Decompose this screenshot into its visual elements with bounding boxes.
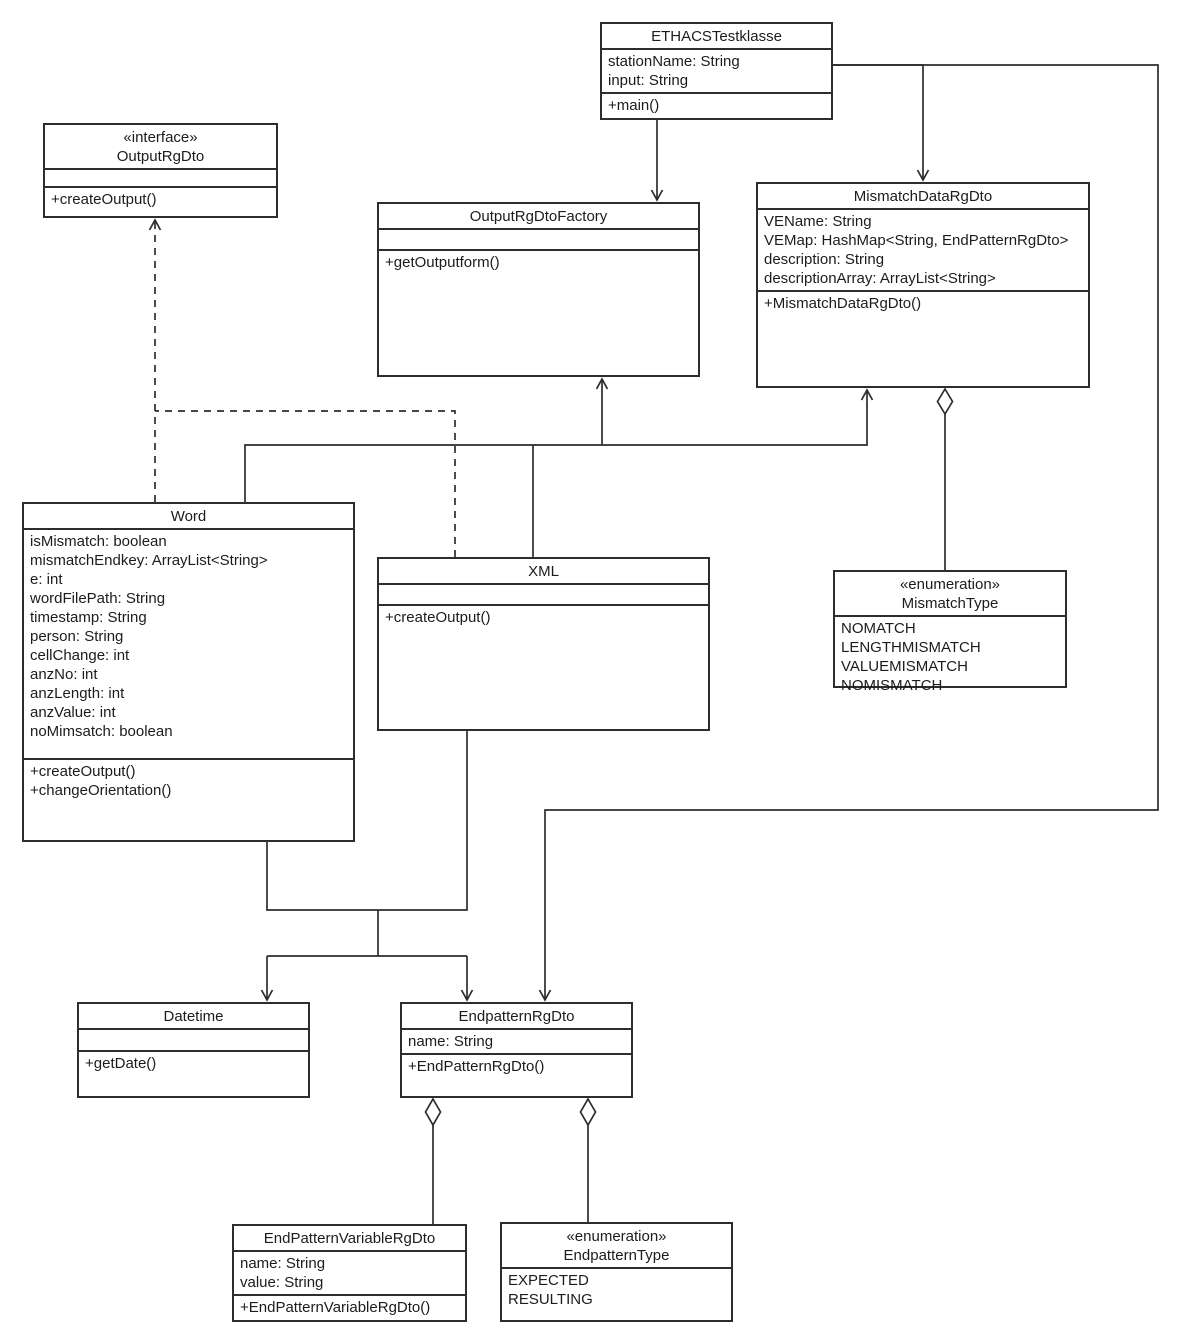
association-ethacs-to-mismatchdata: [833, 65, 923, 180]
operations-compartment: [79, 1052, 308, 1096]
stereotype-label: «enumeration»: [566, 1228, 667, 1245]
class-title: [379, 559, 708, 585]
class-name: EndpatternType: [563, 1247, 670, 1264]
literals-compartment: [835, 617, 1065, 697]
stereotype-label: «enumeration»: [899, 576, 1001, 593]
attributes-compartment: [379, 230, 698, 251]
member-line: +EndPatternVariableRgDto(): [240, 1299, 431, 1316]
class-name: Word: [170, 508, 207, 525]
member-line: NOMATCH: [841, 620, 916, 637]
aggregation-diamond-icon: [581, 1099, 596, 1125]
member-line: name: String: [240, 1255, 326, 1272]
member-line: anzLength: int: [30, 685, 125, 702]
member-line: +getOutputform(): [385, 254, 500, 271]
class-endpatternvariablergdto: [232, 1224, 467, 1322]
member-line: +changeOrientation(): [30, 782, 172, 799]
class-name: EndpatternRgDto: [458, 1008, 575, 1025]
member-line: RESULTING: [508, 1291, 593, 1308]
class-name: MismatchDataRgDto: [853, 188, 993, 205]
member-line: EXPECTED: [508, 1272, 589, 1289]
member-line: VEMap: HashMap<String, EndPatternRgDto>: [764, 232, 1069, 249]
class-title: [835, 572, 1065, 617]
member-line: VEName: String: [764, 213, 872, 230]
member-line: +EndPatternRgDto(): [408, 1058, 545, 1075]
class-title: [79, 1004, 308, 1030]
member-line: anzNo: int: [30, 666, 98, 683]
operations-compartment: [45, 188, 276, 216]
member-line: +createOutput(): [51, 191, 157, 208]
stereotype-label: «interface»: [123, 129, 198, 146]
class-xml: [377, 557, 710, 731]
member-line: descriptionArray: ArrayList<String>: [764, 270, 996, 287]
class-name: XML: [528, 563, 559, 580]
class-title: [758, 184, 1088, 210]
class-outputrgdto-interface: [43, 123, 278, 218]
literals-compartment: [502, 1269, 731, 1320]
member-line: person: String: [30, 628, 124, 645]
operations-compartment: [402, 1055, 631, 1096]
class-name: ETHACSTestklasse: [651, 28, 782, 45]
attributes-compartment: [234, 1252, 465, 1296]
member-line: +MismatchDataRgDto(): [764, 295, 922, 312]
attributes-compartment: [758, 210, 1088, 292]
aggregation-diamond-icon: [426, 1099, 441, 1125]
class-title: [402, 1004, 631, 1030]
operations-compartment: [379, 251, 698, 375]
attributes-compartment: [602, 50, 831, 94]
member-line: VALUEMISMATCH: [841, 658, 968, 675]
class-title: [234, 1226, 465, 1252]
association-bus-to-mismatchdata: [245, 390, 867, 502]
attributes-compartment: [24, 530, 353, 760]
class-title: [379, 204, 698, 230]
enum-endpatterntype: [500, 1222, 733, 1322]
member-line: e: int: [30, 571, 63, 588]
member-line: +createOutput(): [385, 609, 491, 626]
attributes-compartment: [79, 1030, 308, 1052]
member-line: stationName: String: [608, 53, 740, 70]
operations-compartment: [24, 760, 353, 840]
member-line: isMismatch: boolean: [30, 533, 167, 550]
member-line: input: String: [608, 72, 689, 89]
class-datetime: [77, 1002, 310, 1098]
class-title: [24, 504, 353, 530]
member-line: timestamp: String: [30, 609, 147, 626]
class-ethacstestklasse: [600, 22, 833, 120]
class-name: OutputRgDtoFactory: [469, 208, 608, 225]
member-line: noMimsatch: boolean: [30, 723, 173, 740]
class-mismatchdatargdto: [756, 182, 1090, 388]
member-line: LENGTHMISMATCH: [841, 639, 981, 656]
operations-compartment: [758, 292, 1088, 386]
attributes-compartment: [402, 1030, 631, 1055]
class-outputrgdtofactory: [377, 202, 700, 377]
member-line: wordFilePath: String: [30, 590, 166, 607]
class-endpatternrgdto: [400, 1002, 633, 1098]
member-line: +getDate(): [85, 1055, 157, 1072]
class-title: [602, 24, 831, 50]
member-line: +createOutput(): [30, 763, 136, 780]
operations-compartment: [234, 1296, 465, 1320]
class-word: [22, 502, 355, 842]
member-line: +main(): [608, 97, 660, 114]
member-line: description: String: [764, 251, 885, 268]
enum-mismatchtype: [833, 570, 1067, 694]
member-line: mismatchEndkey: ArrayList<String>: [30, 552, 268, 569]
attributes-compartment: [45, 170, 276, 188]
aggregation-diamond-icon: [938, 389, 953, 414]
member-line: NOMISMATCH: [841, 677, 943, 694]
attributes-compartment: [379, 585, 708, 606]
operations-compartment: [379, 606, 708, 729]
class-title: [502, 1224, 731, 1269]
class-name: Datetime: [163, 1008, 224, 1025]
member-line: value: String: [240, 1274, 324, 1291]
class-title: [45, 125, 276, 170]
class-name: OutputRgDto: [116, 148, 205, 165]
member-line: name: String: [408, 1033, 494, 1050]
operations-compartment: [602, 94, 831, 118]
member-line: cellChange: int: [30, 647, 130, 664]
class-name: MismatchType: [901, 595, 999, 612]
member-line: anzValue: int: [30, 704, 116, 721]
class-name: EndPatternVariableRgDto: [263, 1230, 436, 1247]
